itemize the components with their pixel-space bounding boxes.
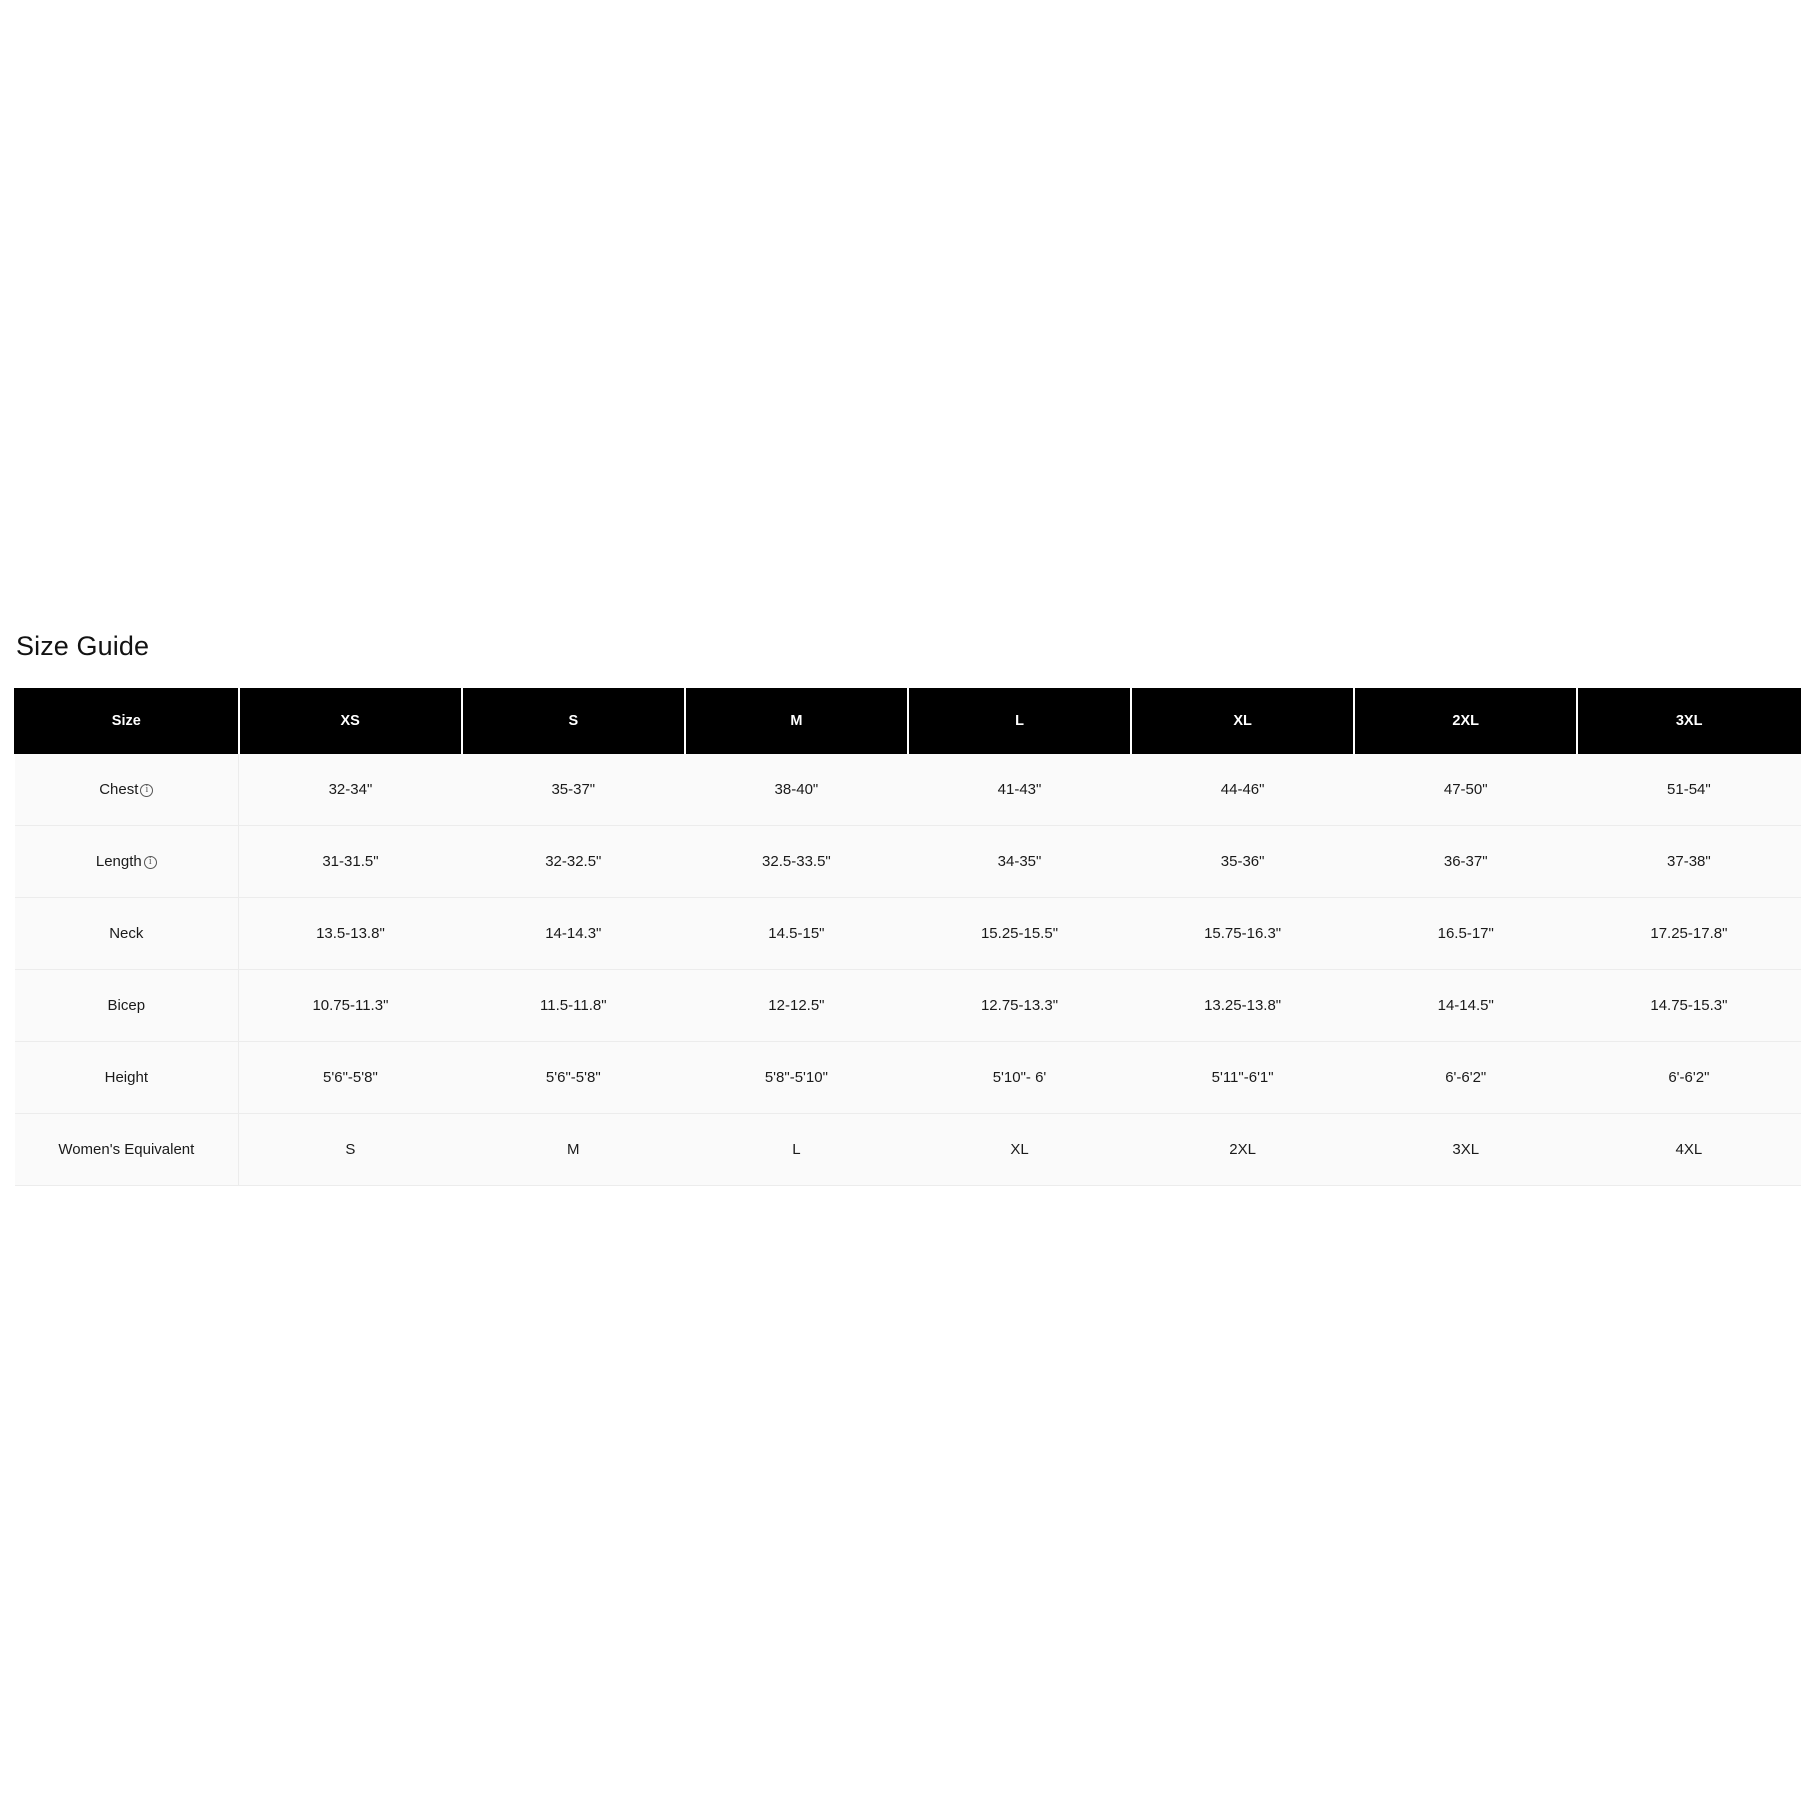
column-header-s: S <box>462 689 685 754</box>
table-row <box>15 1114 1801 1186</box>
table-body <box>15 754 1801 1186</box>
cell-womens-3xl: 4XL <box>1577 1114 1800 1186</box>
cell-length-l: 34-35" <box>908 826 1131 898</box>
table-row <box>15 898 1801 970</box>
page-title: Size Guide <box>16 631 150 661</box>
cell-length-s: 32-32.5" <box>462 826 685 898</box>
cell-chest-m: 38-40" <box>685 754 908 826</box>
cell-womens-2xl: 3XL <box>1354 1114 1577 1186</box>
cell-neck-s: 14-14.3" <box>462 898 685 970</box>
cell-bicep-m: 12-12.5" <box>685 970 908 1042</box>
column-header-xl: XL <box>1131 689 1354 754</box>
cell-height-3xl: 6'-6'2" <box>1577 1042 1800 1114</box>
row-label-neck: Neck <box>15 898 239 970</box>
cell-womens-s: M <box>462 1114 685 1186</box>
table-header-row <box>15 689 1801 754</box>
table-row <box>15 754 1801 826</box>
cell-chest-xl: 44-46" <box>1131 754 1354 826</box>
row-label-womens-equivalent: Women's Equivalent <box>15 1114 239 1186</box>
cell-height-s: 5'6"-5'8" <box>462 1042 685 1114</box>
cell-womens-xl: 2XL <box>1131 1114 1354 1186</box>
cell-neck-3xl: 17.25-17.8" <box>1577 898 1800 970</box>
column-header-3xl: 3XL <box>1577 689 1800 754</box>
row-label-bicep: Bicep <box>15 970 239 1042</box>
table-row <box>15 970 1801 1042</box>
info-icon[interactable] <box>140 784 153 797</box>
column-header-m: M <box>685 689 908 754</box>
row-label-chest <box>15 754 239 826</box>
cell-neck-xs: 13.5-13.8" <box>239 898 462 970</box>
cell-chest-xs: 32-34" <box>239 754 462 826</box>
size-guide-section <box>14 630 1801 1186</box>
cell-womens-xs: S <box>239 1114 462 1186</box>
table-header <box>15 689 1801 754</box>
cell-length-m: 32.5-33.5" <box>685 826 908 898</box>
cell-length-xs: 31-31.5" <box>239 826 462 898</box>
table-row <box>15 1042 1801 1114</box>
column-header-l: L <box>908 689 1131 754</box>
row-label-text: Length <box>95 853 142 871</box>
cell-womens-l: XL <box>908 1114 1131 1186</box>
cell-bicep-xs: 10.75-11.3" <box>239 970 462 1042</box>
table-row <box>15 826 1801 898</box>
cell-height-xl: 5'11"-6'1" <box>1131 1042 1354 1114</box>
column-header-2xl: 2XL <box>1354 689 1577 754</box>
cell-neck-xl: 15.75-16.3" <box>1131 898 1354 970</box>
column-header-size: Size <box>15 689 239 754</box>
cell-chest-2xl: 47-50" <box>1354 754 1577 826</box>
row-label-height: Height <box>15 1042 239 1114</box>
info-icon[interactable] <box>144 856 157 869</box>
cell-bicep-s: 11.5-11.8" <box>462 970 685 1042</box>
cell-chest-l: 41-43" <box>908 754 1131 826</box>
cell-neck-2xl: 16.5-17" <box>1354 898 1577 970</box>
cell-length-2xl: 36-37" <box>1354 826 1577 898</box>
cell-height-xs: 5'6"-5'8" <box>239 1042 462 1114</box>
cell-bicep-l: 12.75-13.3" <box>908 970 1131 1042</box>
cell-bicep-xl: 13.25-13.8" <box>1131 970 1354 1042</box>
row-label-length <box>15 826 239 898</box>
cell-height-l: 5'10"- 6' <box>908 1042 1131 1114</box>
cell-womens-m: L <box>685 1114 908 1186</box>
cell-neck-l: 15.25-15.5" <box>908 898 1131 970</box>
cell-neck-m: 14.5-15" <box>685 898 908 970</box>
cell-length-xl: 35-36" <box>1131 826 1354 898</box>
cell-chest-s: 35-37" <box>462 754 685 826</box>
cell-length-3xl: 37-38" <box>1577 826 1800 898</box>
row-label-text: Chest <box>99 781 139 799</box>
cell-height-2xl: 6'-6'2" <box>1354 1042 1577 1114</box>
size-guide-table <box>14 688 1801 1186</box>
cell-height-m: 5'8"-5'10" <box>685 1042 908 1114</box>
column-header-xs: XS <box>239 689 462 754</box>
cell-bicep-2xl: 14-14.5" <box>1354 970 1577 1042</box>
cell-chest-3xl: 51-54" <box>1577 754 1800 826</box>
cell-bicep-3xl: 14.75-15.3" <box>1577 970 1800 1042</box>
